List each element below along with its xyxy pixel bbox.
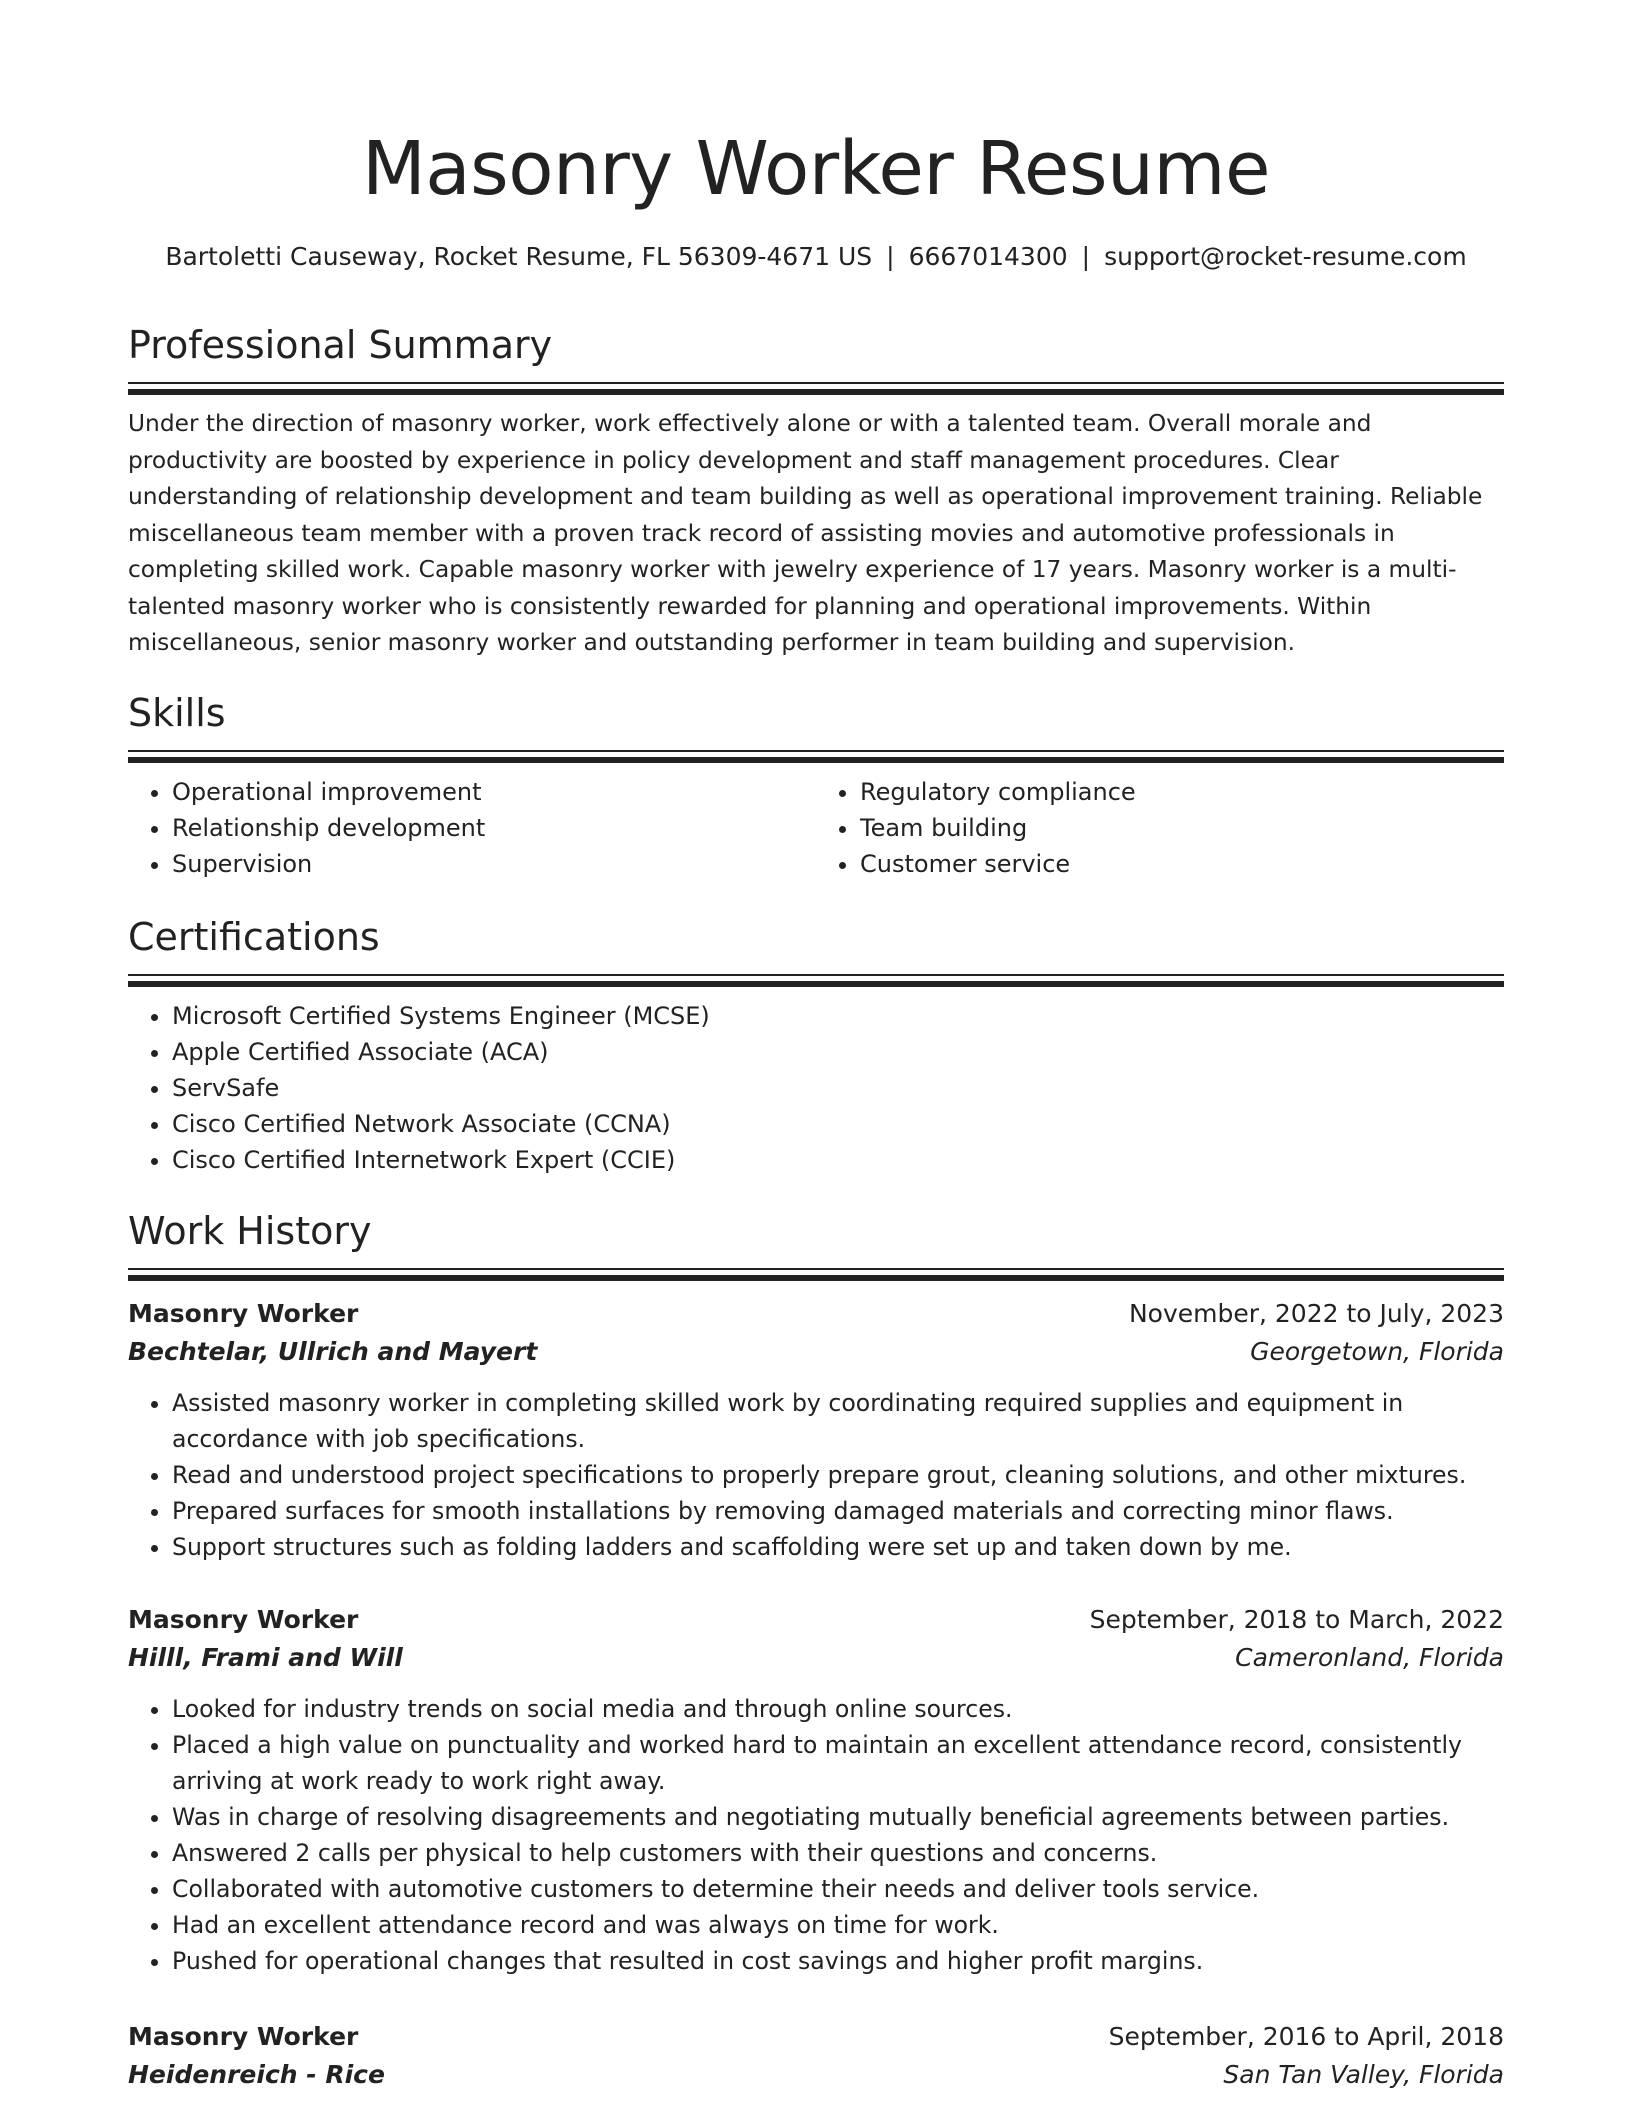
job-entry bbox=[128, 2018, 1504, 2094]
contact-email: support@rocket-resume.com bbox=[1104, 242, 1467, 271]
job-bullet: • Looked for industry trends on social media and through online sources. bbox=[172, 1691, 1504, 1727]
job-entry bbox=[128, 1601, 1504, 1979]
job-location: Georgetown, Florida bbox=[1250, 1337, 1504, 1366]
contact-line bbox=[128, 240, 1504, 274]
skills-heading: Skills bbox=[128, 691, 226, 735]
section-divider-thick bbox=[128, 389, 1504, 395]
skills-column-left bbox=[128, 774, 816, 882]
contact-address: Bartoletti Causeway, Rocket Resume, FL 56309-4671 US bbox=[165, 242, 873, 271]
skill-item: • Supervision bbox=[172, 846, 816, 882]
skills-list bbox=[128, 774, 1504, 882]
certifications-heading: Certifications bbox=[128, 915, 380, 959]
job-dates: November, 2022 to July, 2023 bbox=[1128, 1299, 1504, 1328]
certifications-section-header bbox=[128, 912, 1504, 987]
skill-item: • Operational improvement bbox=[172, 774, 816, 810]
job-bullet: • Answered 2 calls per physical to help customers with their questions and concerns. bbox=[172, 1835, 1504, 1871]
job-title: Masonry Worker bbox=[128, 1605, 359, 1634]
job-bullet: • Collaborated with automotive customers to determine their needs and deliver tools service. bbox=[172, 1871, 1504, 1907]
job-title: Masonry Worker bbox=[128, 2022, 359, 2051]
job-bullet: • Was in charge of resolving disagreements and negotiating mutually beneficial agreements between parties. bbox=[172, 1799, 1504, 1835]
skill-item: • Team building bbox=[860, 810, 1504, 846]
section-divider-thick bbox=[128, 1275, 1504, 1281]
job-bullets bbox=[128, 1385, 1504, 1565]
job-company: Bechtelar, Ullrich and Mayert bbox=[128, 1337, 538, 1366]
job-location: San Tan Valley, Florida bbox=[1223, 2060, 1504, 2089]
summary-text: Under the direction of masonry worker, work effectively alone or with a talented team. Overall morale and productivity are boosted by experience in policy development and staff management procedures. Clear understanding of relationship development and team building as well as operational improvement training. Reliable miscellaneous team member with a proven track record of assisting movies and automotive professionals in completing skilled work. Capable masonry worker with jewelry experience of 17 years. Masonry worker is a multi-talented masonry worker who is consistently rewarded for planning and operational improvements. Within miscellaneous, senior masonry worker and outstanding performer in team building and supervision. bbox=[128, 410, 1483, 656]
skill-item: • Regulatory compliance bbox=[860, 774, 1504, 810]
job-company: Hilll, Frami and Will bbox=[128, 1643, 403, 1672]
certification-item: • Cisco Certified Network Associate (CCNA) bbox=[172, 1106, 1504, 1142]
skill-item: • Relationship development bbox=[172, 810, 816, 846]
certification-item: • Microsoft Certified Systems Engineer (MCSE) bbox=[172, 998, 1504, 1034]
section-divider bbox=[128, 382, 1504, 384]
job-bullets bbox=[128, 1691, 1504, 1979]
contact-separator: | bbox=[886, 242, 895, 271]
job-dates: September, 2018 to March, 2022 bbox=[1089, 1605, 1504, 1634]
job-bullet: • Had an excellent attendance record and was always on time for work. bbox=[172, 1907, 1504, 1943]
certification-item: • Apple Certified Associate (ACA) bbox=[172, 1034, 1504, 1070]
job-dates: September, 2016 to April, 2018 bbox=[1108, 2022, 1504, 2051]
certifications-list bbox=[128, 998, 1504, 1178]
summary-heading: Professional Summary bbox=[128, 323, 553, 367]
section-divider-thick bbox=[128, 757, 1504, 763]
job-location: Cameronland, Florida bbox=[1235, 1643, 1504, 1672]
skills-column-right bbox=[816, 774, 1504, 882]
section-divider bbox=[128, 1268, 1504, 1270]
job-entry bbox=[128, 1295, 1504, 1565]
page-title: Masonry Worker Resume bbox=[361, 126, 1271, 212]
section-divider-thick bbox=[128, 981, 1504, 987]
section-divider bbox=[128, 750, 1504, 752]
skills-section-header bbox=[128, 688, 1504, 763]
work-history-heading: Work History bbox=[128, 1209, 372, 1253]
contact-separator: | bbox=[1081, 242, 1091, 271]
job-bullet: • Placed a high value on punctuality and worked hard to maintain an excellent attendance record, consistently arriving at work ready to work right away. bbox=[172, 1727, 1504, 1799]
job-bullet: • Assisted masonry worker in completing skilled work by coordinating required supplies and equipment in accordance with job specifications. bbox=[172, 1385, 1504, 1457]
contact-phone: 6667014300 bbox=[908, 242, 1068, 271]
certification-item: • Cisco Certified Internetwork Expert (CCIE) bbox=[172, 1142, 1504, 1178]
job-bullet: • Prepared surfaces for smooth installations by removing damaged materials and correcting minor flaws. bbox=[172, 1493, 1504, 1529]
section-divider bbox=[128, 974, 1504, 976]
job-bullet: • Pushed for operational changes that resulted in cost savings and higher profit margins. bbox=[172, 1943, 1504, 1979]
certification-item: • ServSafe bbox=[172, 1070, 1504, 1106]
job-bullet: • Support structures such as folding ladders and scaffolding were set up and taken down by me. bbox=[172, 1529, 1504, 1565]
summary-section-header bbox=[128, 320, 1504, 395]
job-company: Heidenreich - Rice bbox=[128, 2060, 385, 2089]
work-history-section-header bbox=[128, 1206, 1504, 1281]
skill-item: • Customer service bbox=[860, 846, 1504, 882]
job-bullet: • Read and understood project specifications to properly prepare grout, cleaning solutions, and other mixtures. bbox=[172, 1457, 1504, 1493]
job-title: Masonry Worker bbox=[128, 1299, 359, 1328]
